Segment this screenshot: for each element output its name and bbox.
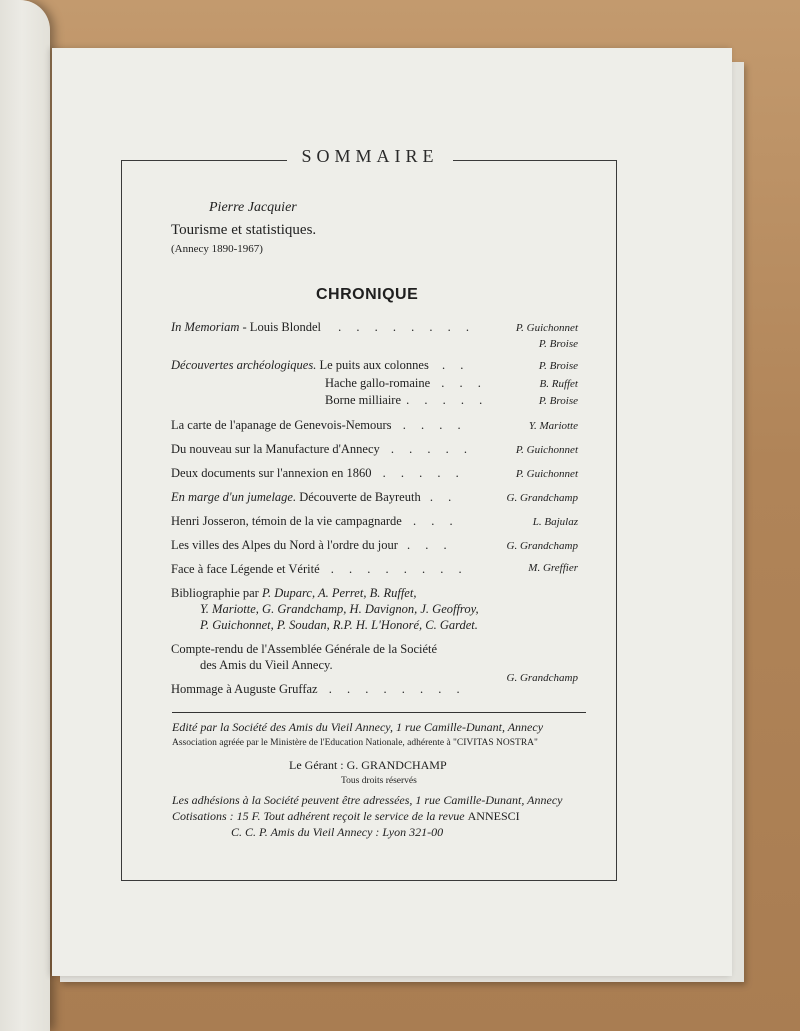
- toc-entry-manufacture: Du nouveau sur la Manufacture d'Annecy . . . . .: [171, 442, 474, 456]
- chronique-title: CHRONIQUE: [316, 286, 419, 303]
- compte-rendu-line: des Amis du Vieil Annecy.: [200, 658, 333, 672]
- toc-author: G. Grandchamp: [506, 672, 578, 684]
- footer-association: Association agréée par le Ministère de l'Education Nationale, adhérente à "CIVITAS NOSTRA": [172, 738, 538, 748]
- toc-author: G. Grandchamp: [506, 492, 578, 504]
- footer-ccp: C. C. P. Amis du Vieil Annecy : Lyon 321-00: [231, 825, 444, 839]
- toc-author: L. Bajulaz: [532, 516, 578, 528]
- bibliographie-line: P. Guichonnet, P. Soudan, R.P. H. L'Honoré, C. Gardet.: [200, 618, 478, 632]
- feature-author: Pierre Jacquier: [209, 200, 297, 215]
- toc-author: P. Broise: [538, 360, 578, 372]
- toc-entry-carte: La carte de l'apanage de Genevois-Nemours . . . .: [171, 418, 467, 432]
- toc-entry-bibliographie: Bibliographie par P. Duparc, A. Perret, B. Ruffet,: [171, 586, 417, 600]
- toc-entry-hache: Hache gallo-romaine . . .: [325, 376, 487, 390]
- bibliographie-line: Y. Mariotte, G. Grandchamp, H. Davignon, J. Geoffroy,: [200, 602, 479, 616]
- toc-author: B. Ruffet: [539, 378, 578, 390]
- toc-author: P. Guichonnet: [515, 444, 578, 456]
- toc-author: G. Grandchamp: [506, 540, 578, 552]
- sommaire-heading-text: SOMMAIRE: [287, 146, 452, 166]
- toc-author: M. Greffier: [528, 562, 578, 574]
- toc-entry-borne: Borne milliaire . . . . .: [325, 393, 489, 407]
- toc-author: P. Broise: [538, 395, 578, 407]
- toc-author: P. Guichonnet: [515, 468, 578, 480]
- toc-author: Y. Mariotte: [528, 420, 578, 432]
- toc-author: P. Guichonnet: [515, 322, 578, 334]
- footer-adhesions: Les adhésions à la Société peuvent être adressées, 1 rue Camille-Dunant, Annecy: [172, 793, 563, 807]
- toc-entry-jumelage: En marge d'un jumelage. Découverte de Bayreuth . .: [171, 490, 458, 504]
- feature-dates: (Annecy 1890-1967): [171, 243, 263, 255]
- footer-rights: Tous droits réservés: [341, 776, 417, 786]
- toc-entry-decouvertes: Découvertes archéologiques. Le puits aux colonnes . .: [171, 358, 470, 372]
- toc-entry-in-memoriam: In Memoriam - Louis Blondel . . . . . . . .: [171, 320, 475, 334]
- toc-entry-annexion: Deux documents sur l'annexion en 1860 . . . . .: [171, 466, 465, 480]
- footer-divider: [172, 712, 586, 713]
- toc-entry-josseron: Henri Josseron, témoin de la vie campagnarde . . .: [171, 514, 459, 528]
- sommaire-heading: [110, 146, 630, 167]
- toc-entry-compte-rendu: Compte-rendu de l'Assemblée Générale de la Société: [171, 642, 438, 656]
- toc-entry-legende: Face à face Légende et Vérité . . . . . . . .: [171, 562, 468, 576]
- left-page-edge: [0, 0, 50, 1031]
- footer-edited: Edité par la Société des Amis du Vieil Annecy, 1 rue Camille-Dunant, Annecy: [172, 720, 544, 734]
- footer-cotisations: Cotisations : 15 F. Tout adhérent reçoit le service de la revue ANNESCI: [172, 809, 520, 823]
- footer-gerant: Le Gérant : G. GRANDCHAMP: [289, 758, 447, 772]
- toc-entry-hommage: Hommage à Auguste Gruffaz . . . . . . . .: [171, 682, 466, 696]
- toc-entry-villes-alpes: Les villes des Alpes du Nord à l'ordre du jour . . .: [171, 538, 453, 552]
- feature-title: Tourisme et statistiques.: [171, 222, 317, 238]
- toc-author: P. Broise: [538, 338, 578, 350]
